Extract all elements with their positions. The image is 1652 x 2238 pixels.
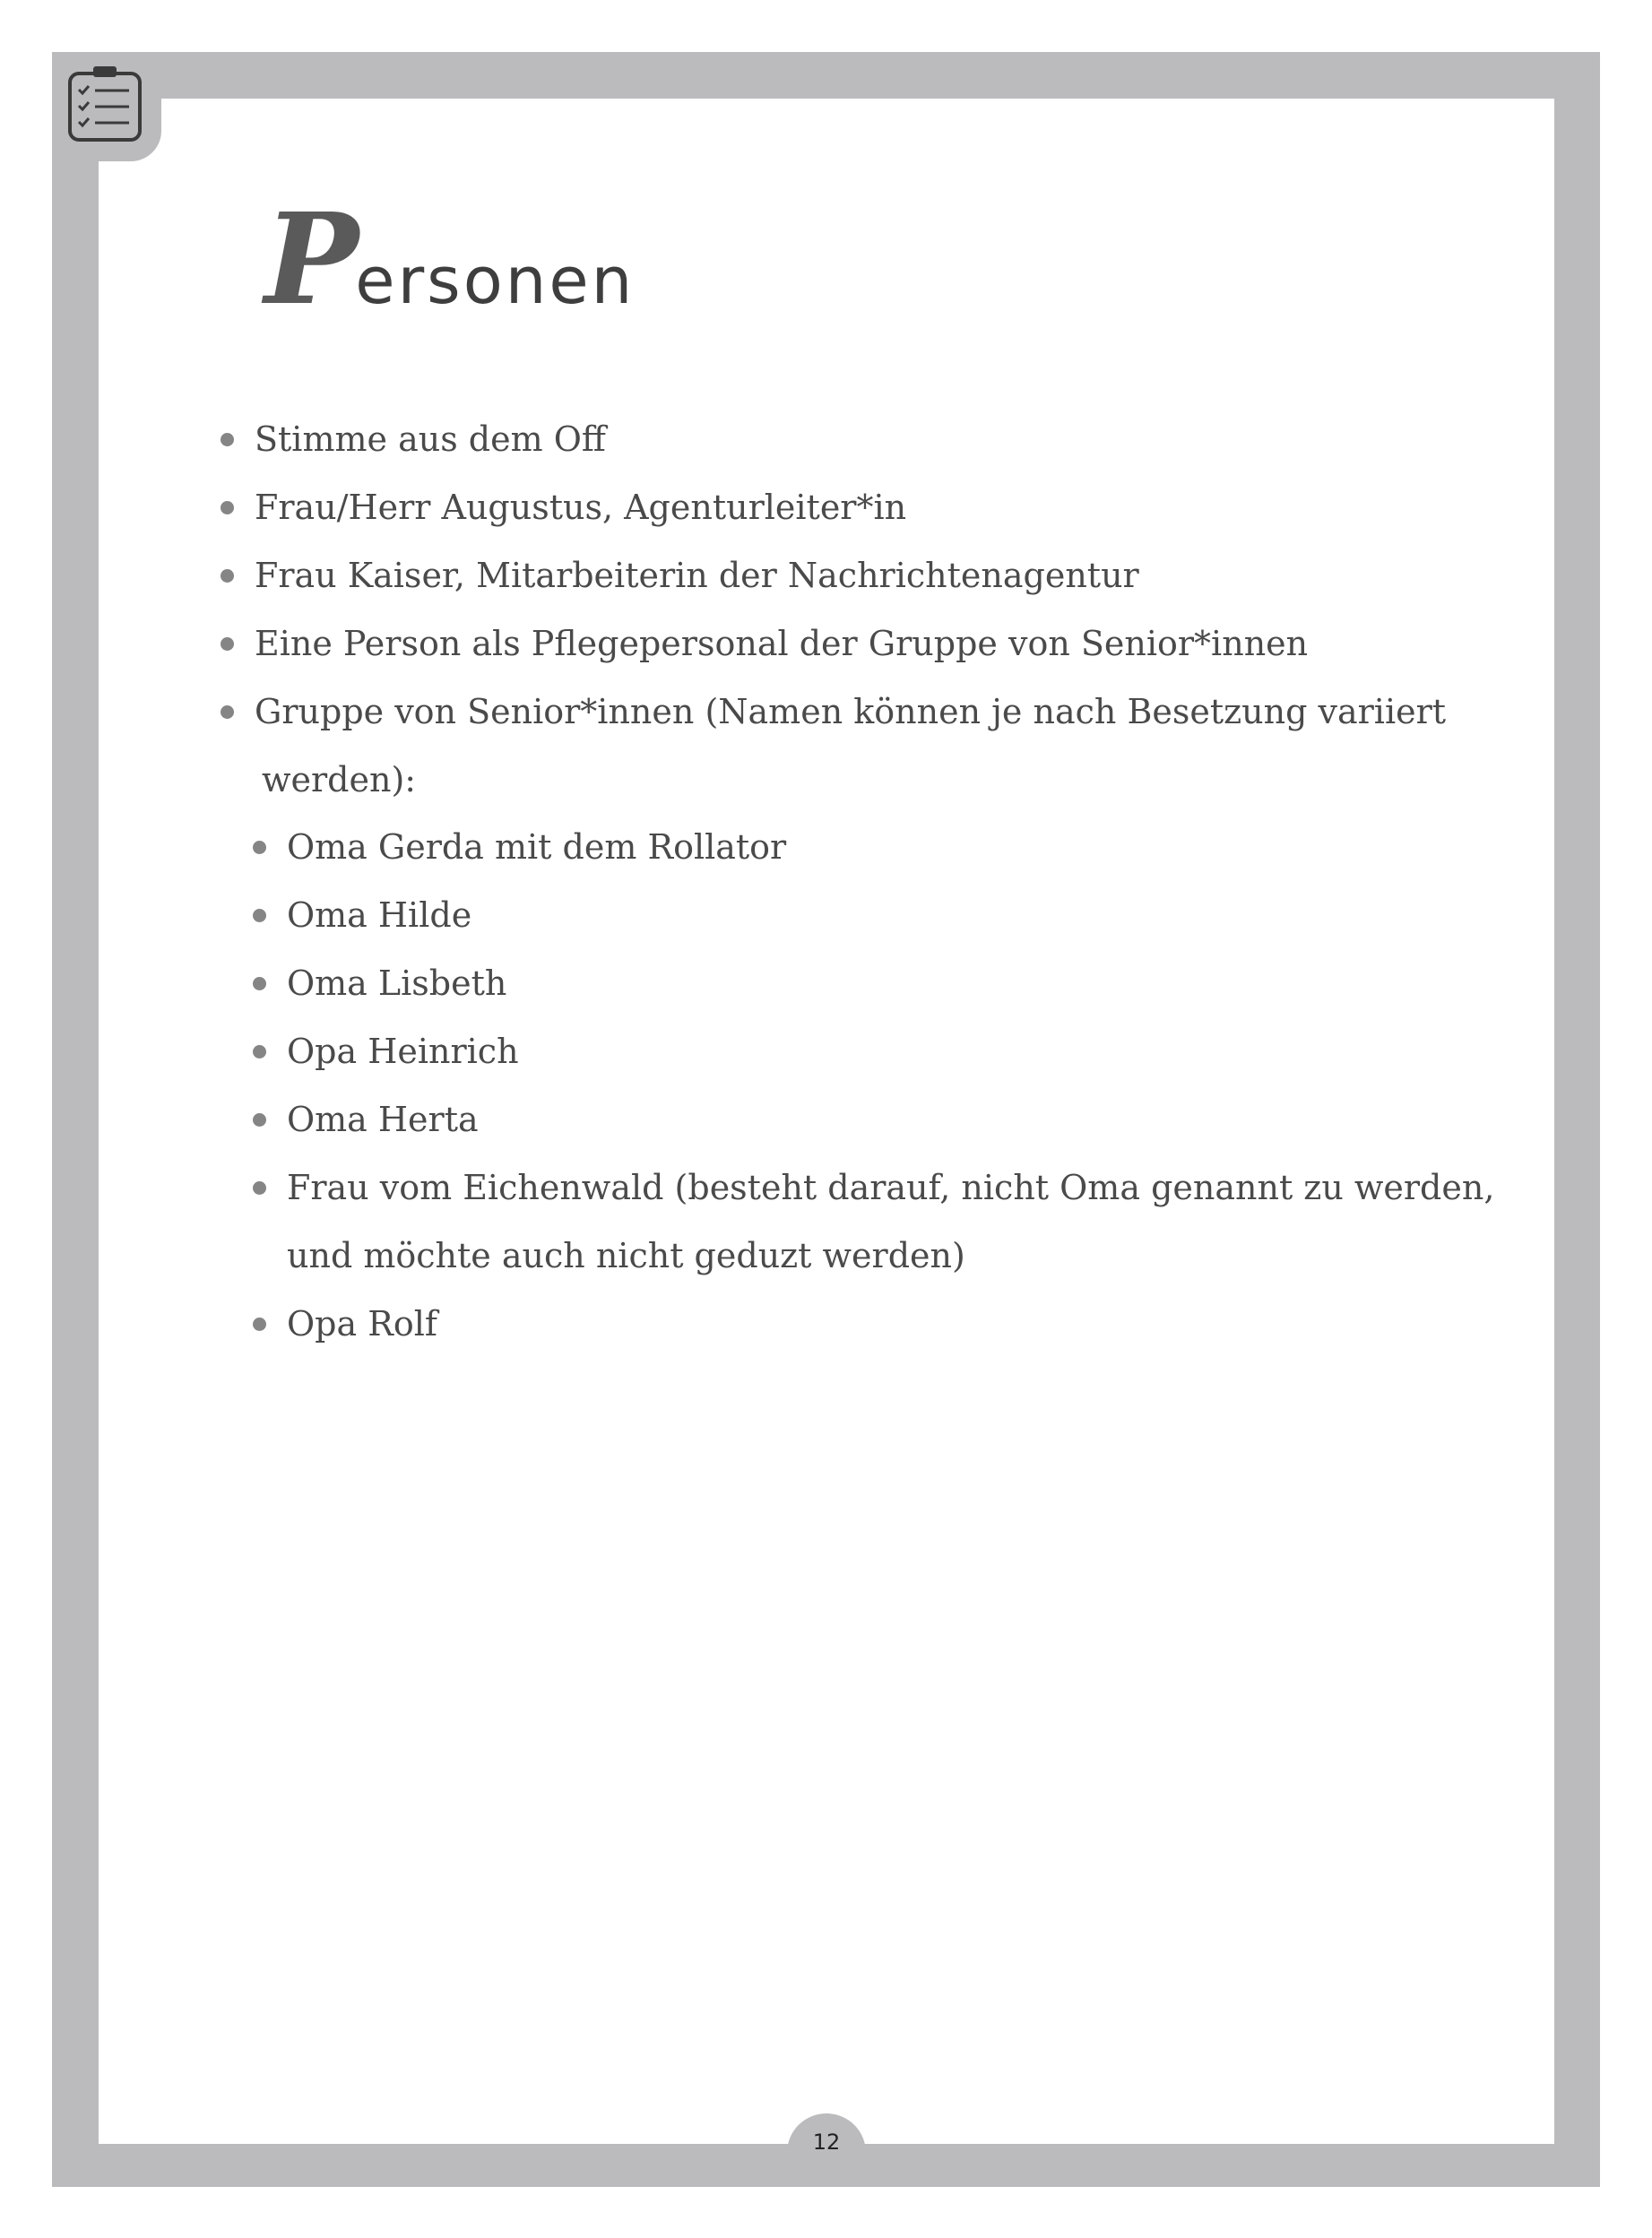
sub-bullet (253, 841, 266, 854)
list-item: Frau Kaiser, Mitarbeiterin der Nachrichtenagentur (255, 556, 1139, 595)
sub-list-item: Oma Hilde (287, 895, 472, 935)
list-item-continuation: werden): (262, 760, 417, 799)
sub-list-item: Opa Rolf (287, 1304, 437, 1344)
bullet (221, 569, 234, 583)
sub-list-item: Oma Gerda mit dem Rollator (287, 827, 787, 867)
title-initial: P (264, 186, 354, 333)
page-number: 12 (812, 2130, 841, 2155)
sub-list-item: Oma Lisbeth (287, 963, 507, 1003)
sub-bullet (253, 1113, 266, 1127)
list-item: Eine Person als Pflegepersonal der Gruppe von Senior*innen (255, 624, 1309, 663)
bullet (221, 501, 234, 514)
sub-bullet (253, 1181, 266, 1195)
list-item: Gruppe von Senior*innen (Namen können je nach Besetzung variiert (255, 692, 1447, 731)
bullet (221, 705, 234, 719)
sub-bullet (253, 1318, 266, 1331)
sub-list-item: Opa Heinrich (287, 1032, 519, 1071)
list-item: Stimme aus dem Off (255, 419, 606, 459)
sub-list-item-continuation: und möchte auch nicht geduzt werden) (287, 1236, 965, 1275)
bullet (221, 637, 234, 651)
clipboard-checklist-icon (66, 65, 143, 143)
sub-bullet (253, 1045, 266, 1059)
sub-list-item: Frau vom Eichenwald (besteht darauf, nicht Oma genannt zu werden, (287, 1168, 1495, 1207)
bullet (221, 433, 234, 446)
page-title (264, 186, 636, 333)
sub-bullet (253, 909, 266, 922)
sub-list-item: Oma Herta (287, 1100, 479, 1139)
sub-bullet (253, 977, 266, 990)
title-rest: ersonen (355, 243, 636, 318)
list-item: Frau/Herr Augustus, Agenturleiter*in (255, 488, 907, 527)
